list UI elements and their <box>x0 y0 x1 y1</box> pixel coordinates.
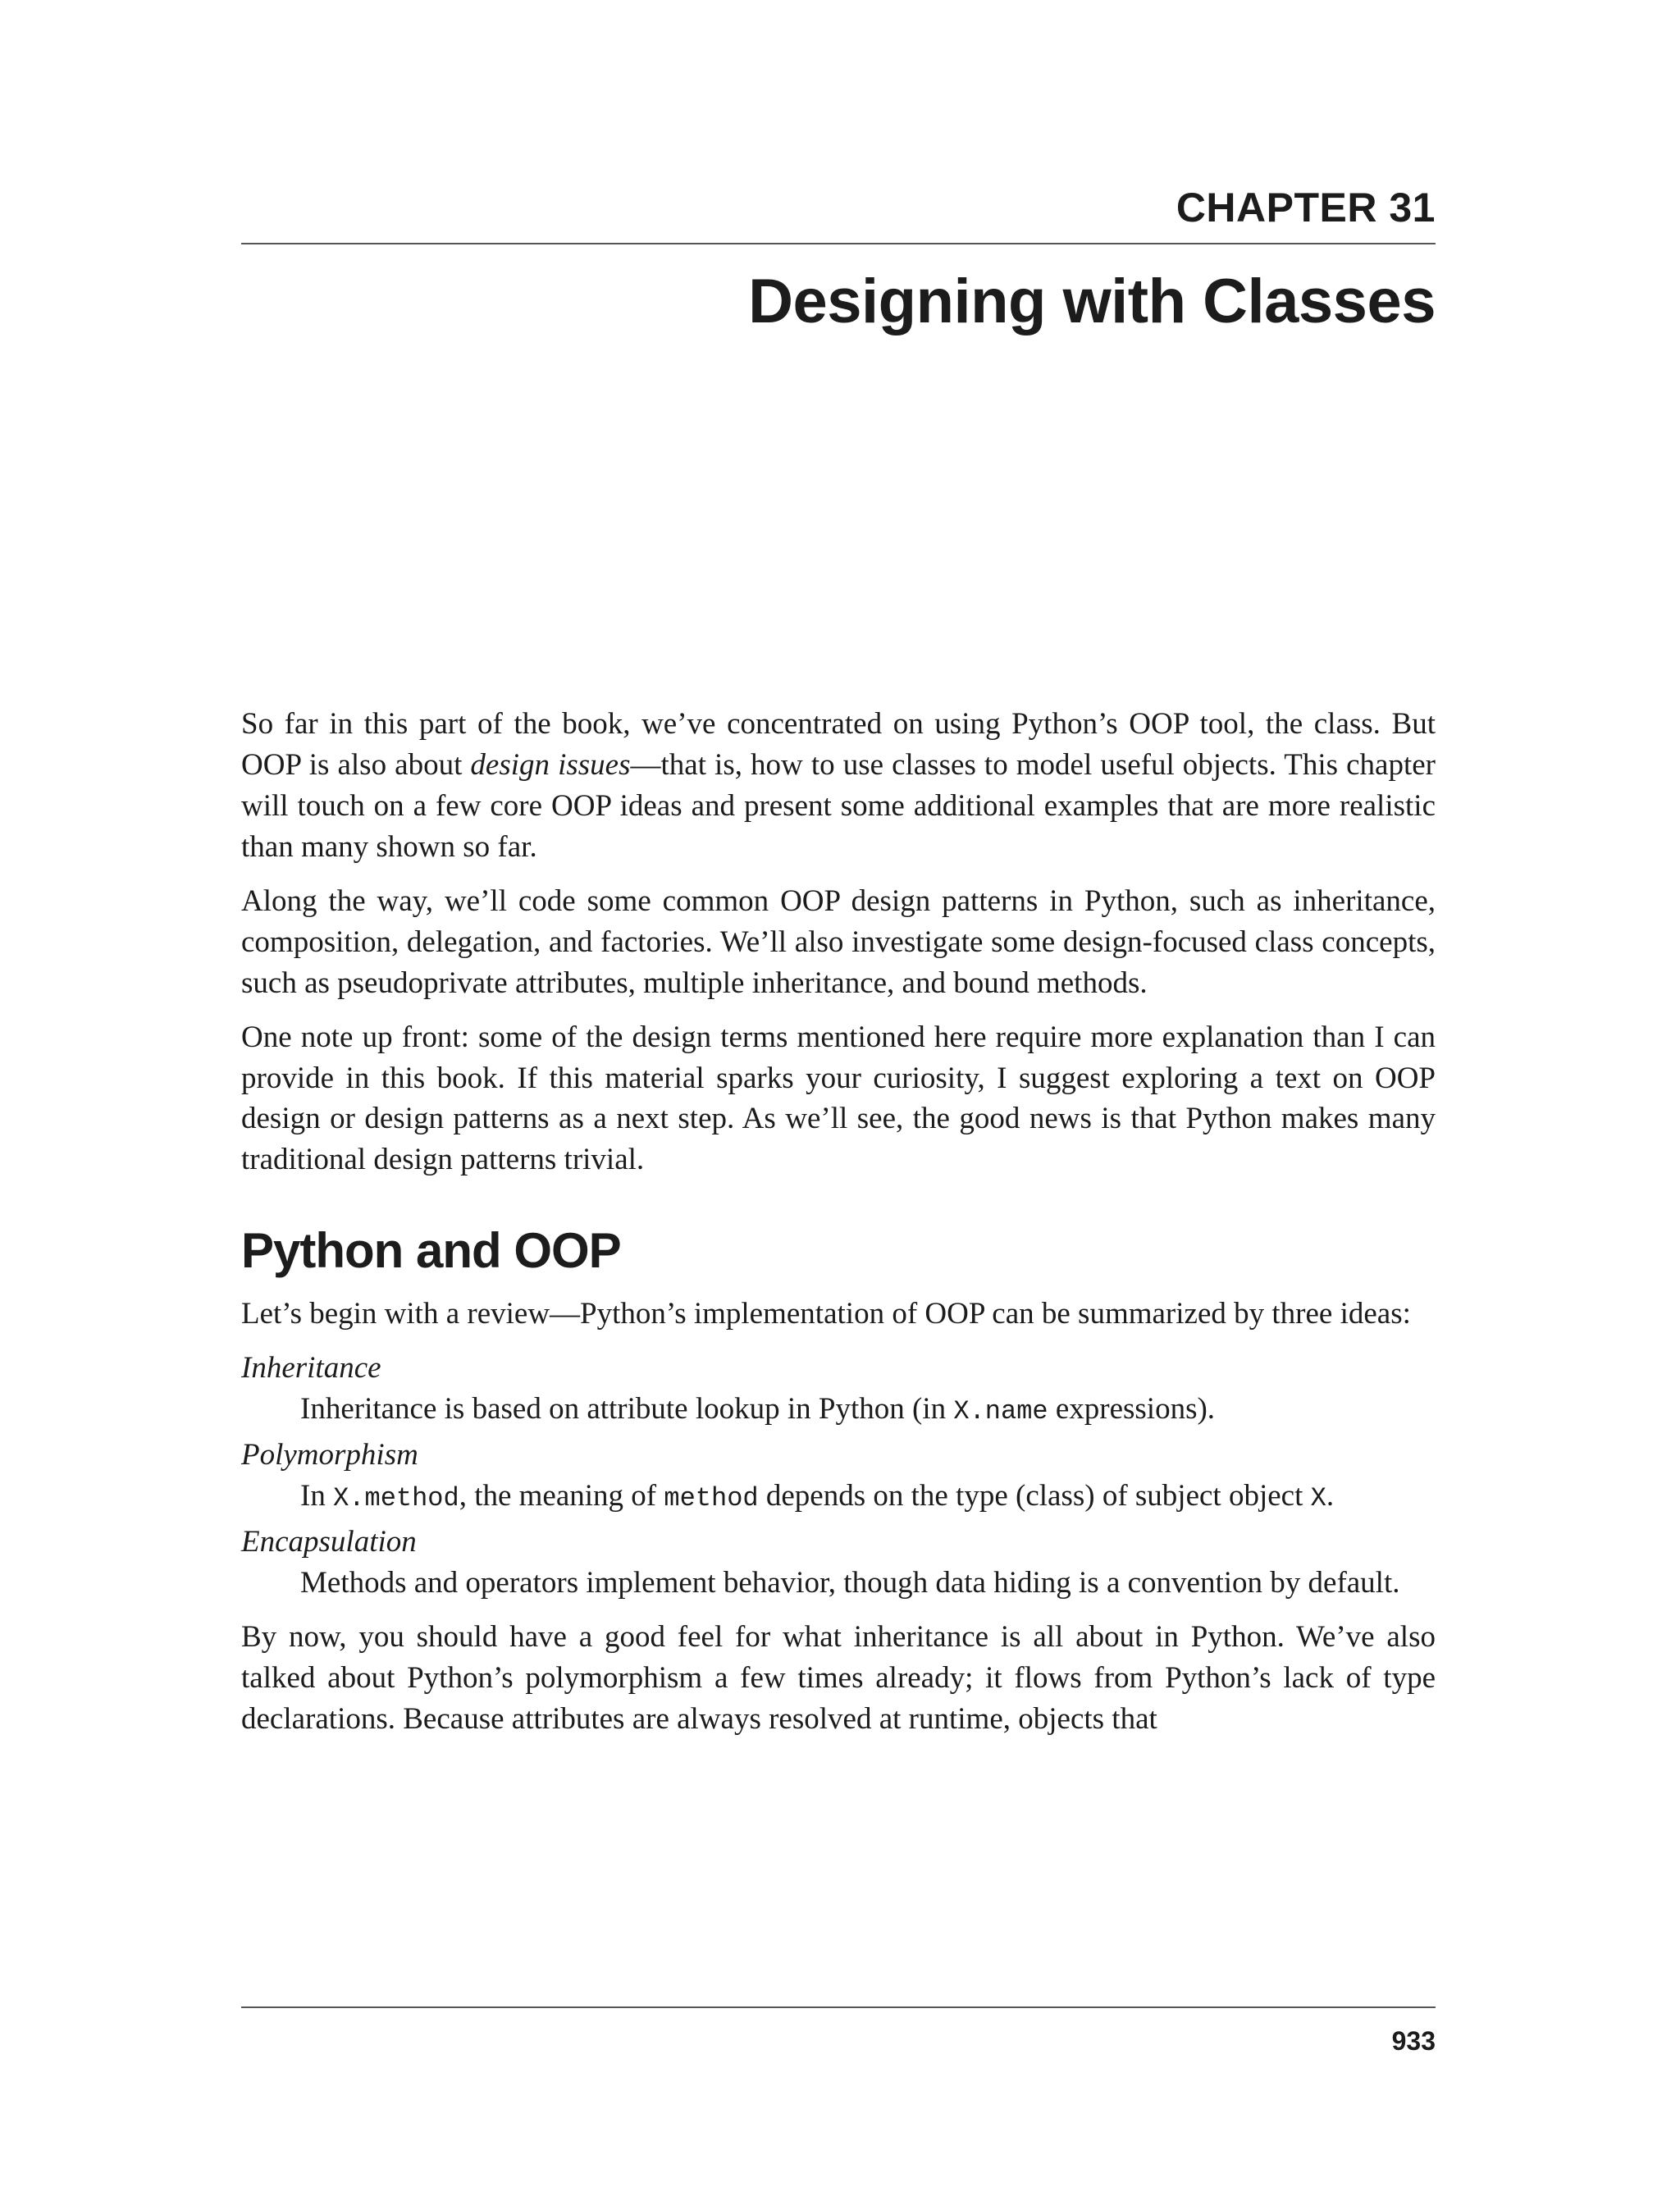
polymorphism-def-end: . <box>1326 1479 1335 1513</box>
intro-paragraph-2: Along the way, we’ll code some common OOP design patterns in Python, such as inheritance, composition, delegation, and factories. We’ll also investigate some design-focused class concepts, such as pseudoprivate attributes, multiple inheritance, and bound methods. <box>241 883 1436 1000</box>
chapter-title: Designing with Classes <box>748 267 1436 336</box>
intro-p1-text-before: So far in this part of the book, we’ve concentrated on using Python’s OOP tool, the class. But OOP is also about <box>241 707 1436 782</box>
body-column <box>241 704 1436 1753</box>
section-lead-paragraph: Let’s begin with a review—Python’s implementation of OOP can be summarized by three ideas: <box>241 1297 1411 1331</box>
definition-polymorphism <box>300 1476 1436 1517</box>
design-issues-emphasis: design issues <box>470 747 631 782</box>
term-inheritance: Inheritance <box>241 1351 381 1386</box>
inheritance-def-after: expressions). <box>1048 1392 1216 1427</box>
term-encapsulation: Encapsulation <box>241 1525 417 1559</box>
definition-encapsulation: Methods and operators implement behavior, though data hiding is a convention by default. <box>300 1565 1400 1600</box>
footer-rule <box>241 2006 1436 2008</box>
closing-paragraph: By now, you should have a good feel for what inheritance is all about in Python. We’ve also talked about Python’s polymorphism a few times already; it flows from Python’s lack of type declarations. Because attributes are always resolved at runtime, objects that <box>241 1619 1436 1736</box>
intro-paragraph-3: One note up front: some of the design terms mentioned here require more explanation than I can provide in this book. If this material sparks your curiosity, I suggest exploring a text on OOP design or design patterns as a next step. As we’ll see, the good news is that Python makes many traditional design patterns trivial. <box>241 1020 1436 1177</box>
chapter-rule <box>241 243 1436 244</box>
section-heading: Python and OOP <box>241 1223 621 1279</box>
code-method: method <box>664 1483 759 1514</box>
polymorphism-def-before: In <box>300 1479 334 1513</box>
intro-paragraph-1 <box>241 704 1436 868</box>
code-x-name: X.name <box>953 1396 1048 1427</box>
intro-p1-text-after: —that is, how to use classes to model useful objects. This chapter will touch on a few core OOP ideas and present some additional examples that are more realistic than many shown so far. <box>241 747 1436 864</box>
inheritance-def-before: Inheritance is based on attribute lookup in Python (in <box>300 1392 954 1427</box>
polymorphism-def-after: depends on the type (class) of subject object <box>758 1479 1311 1513</box>
oop-ideas-list <box>241 1348 1436 1604</box>
code-x-method: X.method <box>333 1483 459 1514</box>
term-polymorphism: Polymorphism <box>241 1438 418 1472</box>
code-x: X <box>1310 1483 1326 1514</box>
definition-inheritance <box>300 1389 1436 1430</box>
page-number: 933 <box>1391 2026 1436 2056</box>
chapter-label: CHAPTER 31 <box>1176 185 1436 231</box>
polymorphism-def-mid: , the meaning of <box>459 1479 664 1513</box>
